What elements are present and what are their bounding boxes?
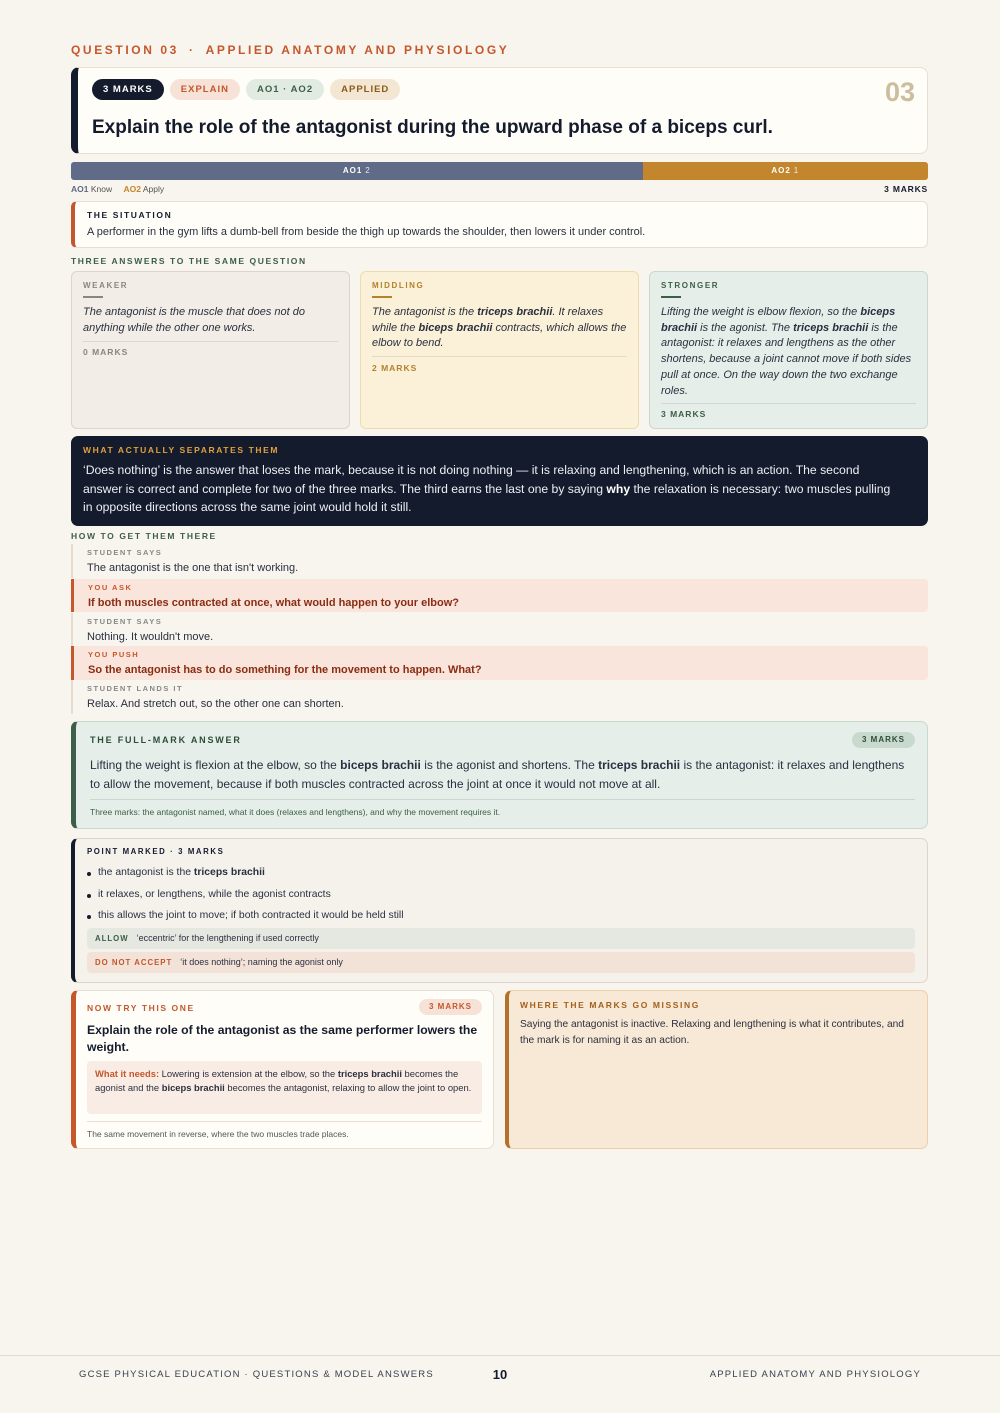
- ao-legend: [71, 184, 164, 194]
- marks-missing-card: [505, 990, 928, 1149]
- do-not-accept-label: DO NOT ACCEPT: [95, 958, 173, 967]
- answer-stronger-marks: 3 MARKS: [661, 409, 707, 419]
- full-mark-marks-badge: 3 MARKS: [852, 732, 915, 748]
- answer-middling-divider: [372, 356, 627, 357]
- chip-marks: 3 MARKS: [92, 79, 164, 100]
- answer-weaker-text: The antagonist is the muscle that does not do anything while the other one works.: [83, 306, 305, 334]
- chip-assessment-objectives: AO1 · AO2: [246, 79, 324, 100]
- question-card: [71, 67, 928, 154]
- answer-stronger: [649, 271, 928, 429]
- what-it-needs-text-2: becomes the agonist and the: [95, 1068, 459, 1093]
- footer-topic: APPLIED ANATOMY AND PHYSIOLOGY: [709, 1369, 921, 1380]
- full-mark-text-3: is the antagonist: it relaxes and lengthens to allow the movement, because if both muscles contracted across the joint at once it would not move at all.: [90, 758, 905, 791]
- answer-weaker-rule: [83, 296, 103, 298]
- question-kicker: [71, 43, 509, 57]
- answer-stronger-term-1: biceps brachii: [661, 306, 896, 334]
- situation-label: THE SITUATION: [87, 210, 173, 220]
- try-this-note: The same movement in reverse, where the two muscles trade places.: [87, 1129, 349, 1139]
- mark-points-list: [87, 862, 404, 927]
- ao1-segment-label: AO1: [342, 166, 363, 175]
- chip-command-word: EXPLAIN: [170, 79, 240, 100]
- full-mark-divider: [90, 799, 915, 800]
- turn-speaker: YOU PUSH: [88, 650, 140, 659]
- answer-middling-text-1: The antagonist is the: [372, 306, 478, 318]
- answer-stronger-term-2: triceps brachii: [793, 321, 869, 334]
- separation-emphasis: why: [606, 481, 631, 496]
- try-this-card: [71, 990, 494, 1149]
- answer-stronger-label: STRONGER: [661, 281, 720, 290]
- list-item: [87, 862, 404, 884]
- mark-point-text: the antagonist is the: [98, 867, 194, 878]
- answer-middling-text: [372, 305, 627, 352]
- answer-stronger-text: [661, 305, 916, 399]
- answer-middling-term-1: triceps brachii: [477, 306, 553, 318]
- full-mark-answer: [71, 721, 928, 829]
- ao2-segment-marks: 1: [793, 166, 800, 175]
- turn-text: So the antagonist has to do something for the movement to happen. What?: [88, 664, 482, 676]
- question-number: 03: [884, 77, 915, 107]
- full-mark-label: THE FULL-MARK ANSWER: [90, 735, 242, 745]
- turn-speaker: YOU ASK: [88, 583, 133, 592]
- do-not-accept-row: [87, 952, 915, 973]
- dialogue-turn-student: [71, 613, 928, 646]
- allow-row: [87, 928, 915, 949]
- answer-weaker-divider: [83, 341, 338, 342]
- separation-text-1: ‘Does nothing’ is the answer that loses the mark, because it is not doing nothing — it is relaxing and lengthening, which is an action. The second answer is correct and complete for two of the three marks. The third earns the last one by saying: [83, 463, 860, 496]
- what-it-needs-box: [87, 1061, 482, 1114]
- legend-ao2-code: AO2: [123, 184, 141, 194]
- answer-middling-term-2: biceps brachii: [418, 321, 493, 334]
- turn-speaker: STUDENT LANDS IT: [87, 684, 184, 693]
- dialogue-section-label: HOW TO GET THEM THERE: [71, 531, 217, 541]
- kicker-dot: ·: [188, 43, 196, 57]
- full-mark-term-2: triceps brachii: [598, 758, 681, 772]
- what-it-needs-label: What it needs:: [95, 1068, 160, 1079]
- answer-middling-text-3: contracts, which allows the elbow to bend.: [372, 321, 627, 350]
- separation-panel: [71, 436, 928, 526]
- answer-middling-marks: 2 MARKS: [372, 363, 418, 373]
- chip-question-type: APPLIED: [330, 79, 400, 100]
- try-this-marks-badge: 3 MARKS: [419, 999, 482, 1015]
- answer-stronger-text-1: Lifting the weight is elbow flexion, so the: [661, 306, 861, 318]
- question-chips: [92, 79, 400, 100]
- legend-ao1-code: AO1: [71, 184, 89, 194]
- footer-book-title: GCSE PHYSICAL EDUCATION · QUESTIONS & MODEL ANSWERS: [79, 1369, 434, 1380]
- question-text: Explain the role of the antagonist during the upward phase of a biceps curl.: [92, 117, 773, 138]
- dialogue-turn-teacher: [71, 646, 928, 680]
- answer-weaker-label: WEAKER: [83, 281, 129, 290]
- answer-middling-text-2: . It relaxes while the: [372, 306, 604, 334]
- legend-ao2-text: Apply: [142, 184, 165, 194]
- answer-stronger-text-2: is the agonist. The: [697, 321, 794, 334]
- ao1-segment-marks: 2: [365, 166, 371, 175]
- answer-weaker-marks: 0 MARKS: [83, 347, 129, 357]
- dialogue-turn-teacher: [71, 579, 928, 612]
- situation-text: A performer in the gym lifts a dumb-bell from beside the thigh up towards the shoulder, then lowers it under control.: [87, 226, 646, 238]
- turn-text: The antagonist is the one that isn't working.: [87, 562, 299, 574]
- marks-missing-label: WHERE THE MARKS GO MISSING: [520, 1000, 700, 1010]
- allow-text: ‘eccentric’ for the lengthening if used correctly: [136, 933, 319, 943]
- question-label: QUESTION 03: [71, 43, 179, 57]
- answers-section-label: THREE ANSWERS TO THE SAME QUESTION: [71, 256, 307, 266]
- turn-text: If both muscles contracted at once, what would happen to your elbow?: [88, 597, 459, 609]
- answer-weaker: [71, 271, 350, 429]
- try-this-label: NOW TRY THIS ONE: [87, 1003, 195, 1013]
- dialogue-turn-student: [71, 544, 928, 578]
- page-footer: [0, 1355, 1000, 1413]
- answer-middling: [360, 271, 639, 429]
- answer-middling-rule: [372, 296, 392, 298]
- turn-text: Nothing. It wouldn't move.: [87, 631, 214, 643]
- separation-text-2: the relaxation is necessary: two muscles pulling in opposite directions across the same joint would hold it still.: [83, 481, 891, 514]
- list-item: it relaxes, or lengthens, while the agonist contracts: [87, 884, 404, 906]
- topic-label: APPLIED ANATOMY AND PHYSIOLOGY: [205, 43, 510, 57]
- footer-page-number: 10: [492, 1367, 508, 1382]
- what-it-needs-text-3: becomes the antagonist, relaxing to allow the joint to open.: [224, 1081, 472, 1093]
- answer-stronger-text-3: is the antagonist: it relaxes and lengthens as the other shortens, because a joint cannot move if both sides pull at once. On the way down the two exchange roles.: [661, 321, 912, 397]
- mark-point-term: triceps brachii: [193, 867, 265, 878]
- turn-speaker: STUDENT SAYS: [87, 548, 163, 557]
- marks-missing-text: Saying the antagonist is inactive. Relaxing and lengthening is what it contributes, and the mark is for naming it as an action.: [520, 1019, 904, 1046]
- full-mark-text-1: Lifting the weight is flexion at the elbow, so the: [90, 758, 341, 772]
- allow-label: ALLOW: [95, 934, 129, 943]
- ao2-segment-label: AO2: [771, 166, 791, 175]
- try-this-question: Explain the role of the antagonist as the same performer lowers the weight.: [87, 1023, 478, 1054]
- what-it-needs-text-1: Lowering is extension at the elbow, so the: [159, 1068, 338, 1079]
- turn-text: Relax. And stretch out, so the other one can shorten.: [87, 698, 344, 710]
- what-it-needs-term-1: triceps brachii: [337, 1068, 402, 1079]
- do-not-accept-text: ‘it does nothing’; naming the agonist only: [180, 957, 343, 967]
- full-mark-text-2: is the agonist and shortens. The: [420, 758, 599, 772]
- situation-box: [71, 201, 928, 248]
- separation-label: WHAT ACTUALLY SEPARATES THEM: [83, 445, 280, 455]
- full-mark-term-1: biceps brachii: [340, 758, 421, 772]
- point-marked-box: [71, 838, 928, 983]
- point-marked-label: POINT MARKED · 3 MARKS: [87, 847, 225, 856]
- answer-stronger-rule: [661, 296, 681, 298]
- legend-ao1-text: Know: [90, 184, 113, 194]
- dialogue-turn-student: [71, 680, 928, 714]
- ao1-segment: [71, 162, 643, 180]
- answer-stronger-divider: [661, 403, 916, 404]
- separation-text: [83, 461, 902, 517]
- try-this-divider: [87, 1121, 482, 1122]
- full-mark-note: Three marks: the antagonist named, what it does (relaxes and lengthens), and why the movement requires it.: [90, 807, 501, 817]
- list-item: this allows the joint to move; if both contracted it would be held still: [87, 905, 404, 927]
- what-it-needs-term-2: biceps brachii: [161, 1081, 225, 1093]
- answer-middling-label: MIDDLING: [372, 281, 425, 290]
- ao2-segment: [643, 162, 928, 180]
- turn-speaker: STUDENT SAYS: [87, 617, 163, 626]
- full-mark-text: [90, 756, 913, 793]
- ao-bar: [71, 162, 928, 180]
- ao-total-marks: 3 MARKS: [884, 184, 928, 194]
